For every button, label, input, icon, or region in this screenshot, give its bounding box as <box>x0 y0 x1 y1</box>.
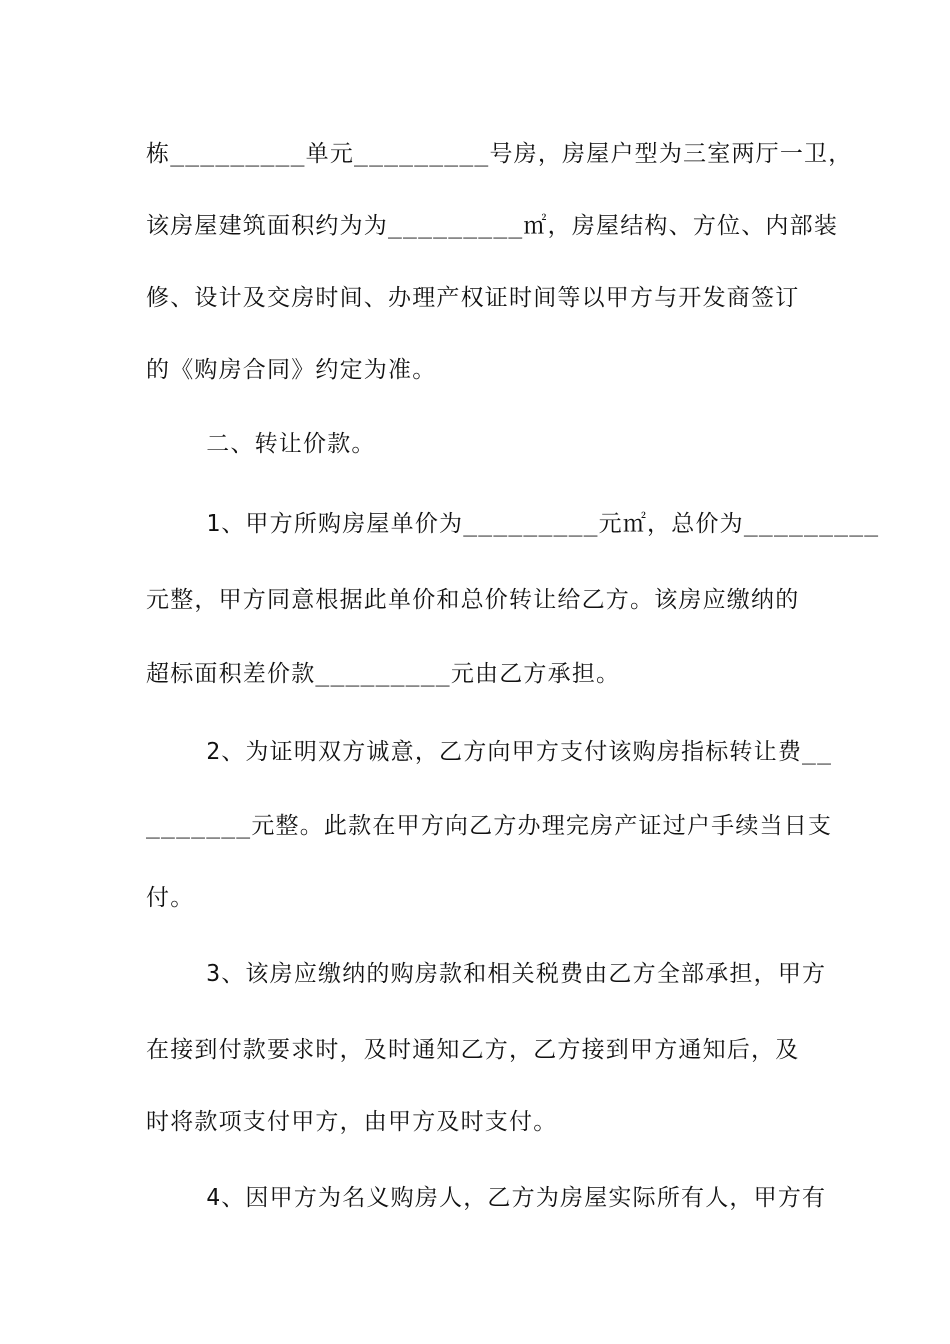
text-line: 4、因甲方为名义购房人，乙方为房屋实际所有人，甲方有 <box>146 1185 827 1211</box>
text-line: 3、该房应缴纳的购房款和相关税费由乙方全部承担，甲方 <box>146 961 827 987</box>
text-line: 超标面积差价款_________元由乙方承担。 <box>146 661 621 687</box>
text-line: 2、为证明双方诚意，乙方向甲方支付该购房指标转让费__ <box>146 739 833 765</box>
text-line: 的《购房合同》约定为准。 <box>146 357 437 383</box>
text-line: 该房屋建筑面积约为为_________㎡，房屋结构、方位、内部装 <box>146 213 839 239</box>
section-heading: 二、转让价款。 <box>146 431 376 457</box>
text-line: 元整，甲方同意根据此单价和总价转让给乙方。该房应缴纳的 <box>146 587 800 613</box>
text-line: 修、设计及交房时间、办理产权证时间等以甲方与开发商签订 <box>146 285 800 311</box>
text-line: 在接到付款要求时，及时通知乙方，乙方接到甲方通知后，及 <box>146 1037 800 1063</box>
text-line: 付。 <box>146 885 195 911</box>
text-line: 1、甲方所购房屋单价为_________元㎡，总价为_________ <box>146 511 880 537</box>
text-line: 时将款项支付甲方，由甲方及时支付。 <box>146 1109 558 1135</box>
text-line: 栋_________单元_________号房，房屋户型为三室两厅一卫， <box>146 141 853 167</box>
text-line: _______元整。此款在甲方向乙方办理完房产证过户手续当日支 <box>146 813 833 839</box>
